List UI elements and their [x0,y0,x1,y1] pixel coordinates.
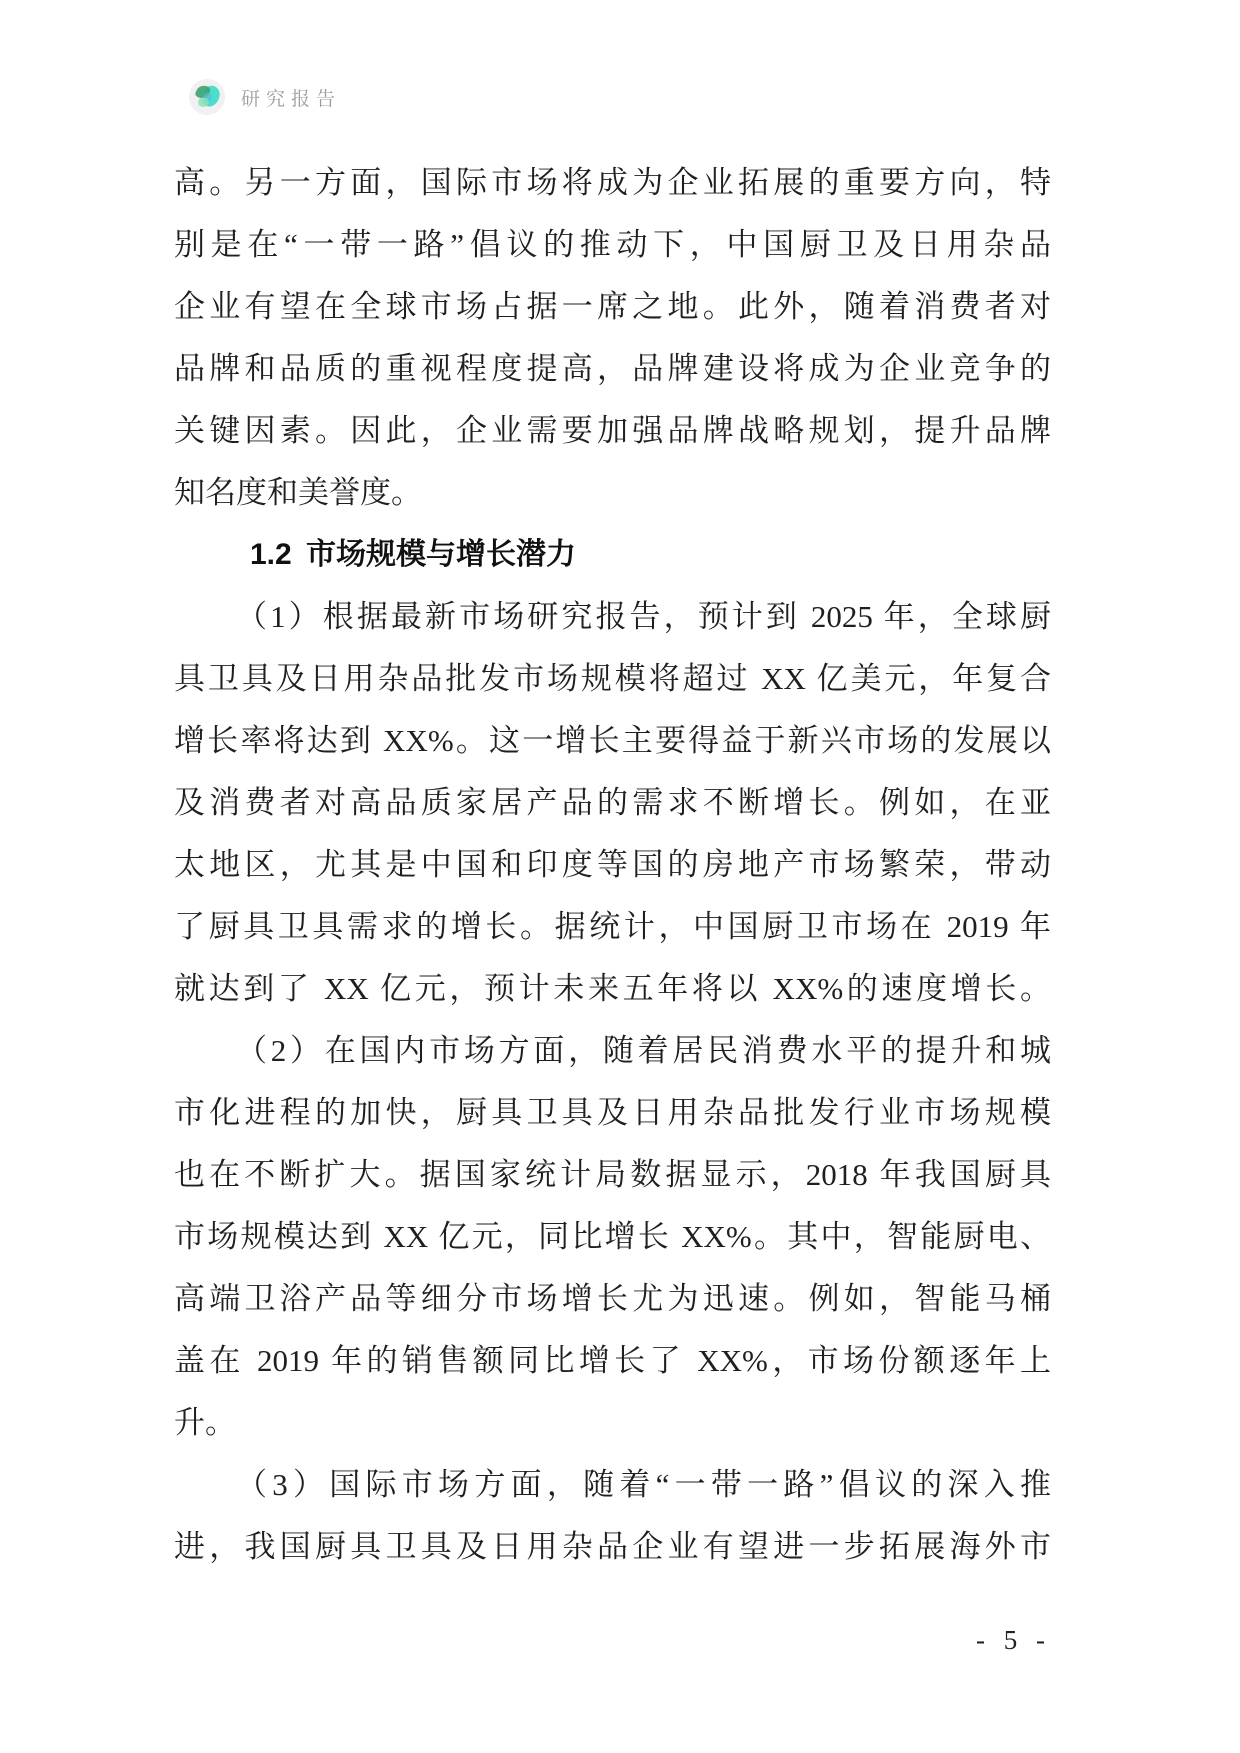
text-line: 了厨具卫具需求的增长。据统计，中国厨卫市场在 2019 年 [174,909,1051,944]
text-line: 企业有望在全球市场占据一席之地。此外，随着消费者对 [174,289,1051,324]
text-line: 进，我国厨具卫具及日用杂品企业有望进一步拓展海外市 [174,1529,1051,1564]
text-line: 品牌和品质的重视程度提高，品牌建设将成为企业竞争的 [174,351,1051,386]
text-line: 太地区，尤其是中国和印度等国的房地产市场繁荣，带动 [174,847,1051,882]
text-line: 也在不断扩大。据国家统计局数据显示，2018 年我国厨具 [174,1157,1051,1192]
text-line: 及消费者对高品质家居产品的需求不断增长。例如，在亚 [174,785,1051,820]
section-heading: 1.2 市场规模与增长潜力 [250,538,577,571]
text-line: （2）在国内市场方面，随着居民消费水平的提升和城 [236,1033,1051,1068]
text-line: 知名度和美誉度。 [174,475,422,510]
text-line: 就达到了 XX 亿元，预计未来五年将以 XX%的速度增长。 [174,971,1051,1006]
text-line: 具卫具及日用杂品批发市场规模将超过 XX 亿美元，年复合 [174,661,1051,696]
text-line: （1）根据最新市场研究报告，预计到 2025 年，全球厨 [236,599,1051,634]
text-line: 市场规模达到 XX 亿元，同比增长 XX%。其中，智能厨电、 [174,1219,1051,1254]
page-footer [174,1625,1051,1656]
page-number: - 5 - [976,1625,1051,1655]
report-brand [188,78,341,116]
text-line: 升。 [174,1405,236,1440]
text-line: 别是在“一带一路”倡议的推动下，中国厨卫及日用杂品 [174,227,1051,262]
document-body [174,152,1051,1578]
text-line: 高端卫浴产品等细分市场增长尤为迅速。例如，智能马桶 [174,1281,1051,1316]
text-line: 关键因素。因此，企业需要加强品牌战略规划，提升品牌 [174,413,1051,448]
text-line: （3）国际市场方面，随着“一带一路”倡议的深入推 [236,1467,1051,1502]
text-line: 增长率将达到 XX%。这一增长主要得益于新兴市场的发展以 [174,723,1051,758]
logo-text: 研究报告 [241,88,342,110]
text-line: 高。另一方面，国际市场将成为企业拓展的重要方向，特 [174,165,1051,200]
text-line: 市化进程的加快，厨具卫具及日用杂品批发行业市场规模 [174,1095,1051,1130]
text-line: 盖在 2019 年的销售额同比增长了 XX%，市场份额逐年上 [174,1343,1051,1378]
logo-leaf-icon [188,78,226,116]
